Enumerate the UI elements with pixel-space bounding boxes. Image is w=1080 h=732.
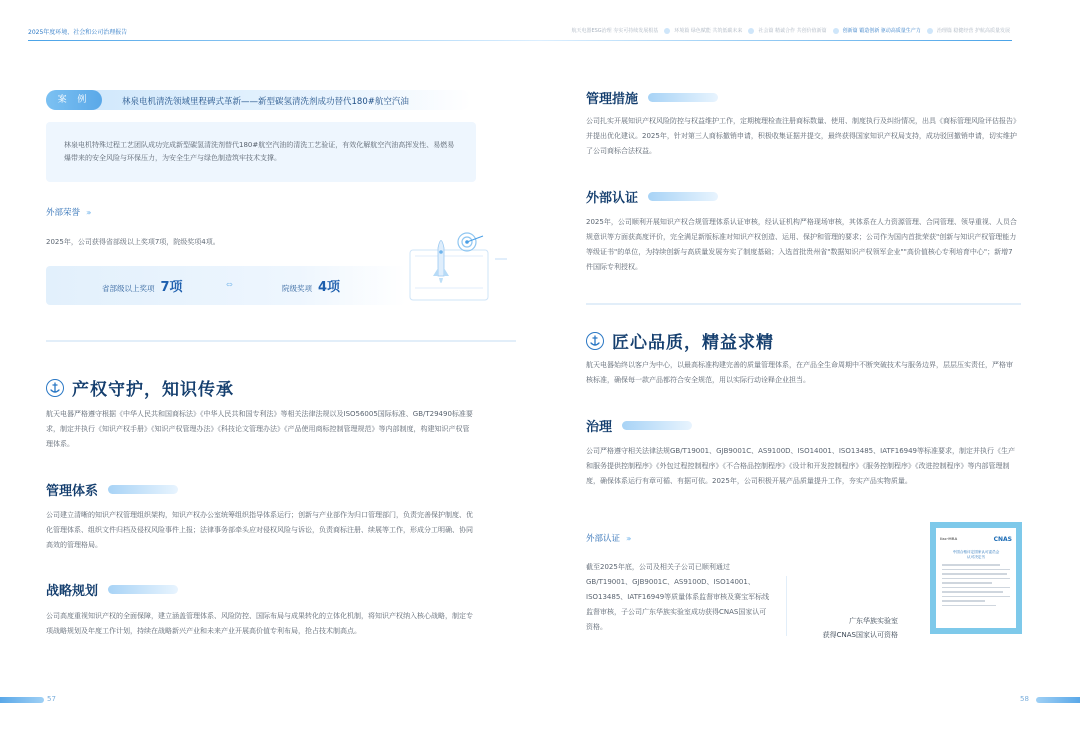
cert-text: 2025年，公司顺利开展知识产权合规管理体系认证审核，经认证机构严格现场审核，其体系在人力资源管理、合同管理、领导重视、人员合规意识等方面获高度评价，完全满足新版标准对知识产权创造、运用、保护和管理的要求；公司作为国内首批荣获"创新与知识产权管理能力等级证书"的单位，为持续创新与高质量发展夯实了制度基础；入选首批贵州省"数据知识产权领军企业""高价值核心专利培育中心"；新增7件国际专利授权。 — [586, 218, 1017, 271]
case-body: 林泉电机特殊过程工艺团队成功完成新型碳氢清洗剂替代180#航空汽油的清洗工艺验证，有效化解航空汽油高挥发性、易燃易爆带来的安全风险与环保压力，为安全生产与绿色制造筑牢技术支撑。 — [46, 122, 476, 182]
heading-accent-bar — [648, 192, 718, 201]
institute-award-value: 4项 — [318, 280, 341, 295]
system-text: 公司建立清晰的知识产权管理组织架构，知识产权办公室统筹组织指导体系运行；创新与产业部作为归口管理部门，负责完善保护制度、优化管理体系、组织文件归档及侵权风险事件上报；法律事务部牵头应对侵权风险与诉讼，负责商标注册、续展等工作，形成分工明确、协同高效的管理格局。 — [46, 511, 473, 549]
ilac-logo: ilac-MRA — [940, 537, 958, 541]
heading-accent-bar — [108, 485, 178, 494]
institute-award — [282, 276, 340, 295]
case-title-bar — [46, 90, 471, 110]
case-title: 林泉电机清洗领域里程碑式革新——新型碳氢清洗剂成功替代180#航空汽油 — [122, 97, 409, 107]
governance-heading-text: 治理 — [586, 420, 613, 435]
anchor-badge-icon — [46, 379, 64, 397]
certificate-paper — [936, 528, 1016, 628]
cnas-logo: CNAS — [993, 535, 1012, 543]
strategy-heading-text: 战略规划 — [46, 584, 99, 599]
measures-heading — [586, 88, 718, 107]
nav-item-governance[interactable]: 治理篇 稳健经营 护航高质量发展 — [927, 27, 1010, 34]
certificate-logos — [940, 532, 1012, 546]
system-heading-text: 管理体系 — [46, 484, 99, 499]
section-divider — [586, 303, 1021, 305]
measures-heading-text: 管理措施 — [586, 92, 639, 107]
certificate-title-line1: 中国合格评定国家认可委员会 — [952, 550, 1000, 554]
certificate-text-lines — [940, 564, 1012, 606]
section-divider — [46, 340, 516, 342]
ip-heading-text: 产权守护，知识传承 — [72, 380, 234, 400]
quality-heading-text: 匠心品质，精益求精 — [612, 333, 774, 353]
report-title: 2025年度环境、社会和公司治理报告 — [28, 29, 128, 36]
measures-text: 公司扎实开展知识产权风险防控与权益维护工作，定期梳理检查注册商标数量、使用、制度执行及纠纷情况，出具《商标管理风险评估报告》并提出优化建议。2025年，针对第三人商标撤销申请，积极收集证据并提交，最终获得国家知识产权局支持，成功驳回撤销申请，切实维护了公司商标合法权益。 — [586, 117, 1017, 155]
governance-heading — [586, 416, 692, 435]
ext-cert-heading-text: 外部认证 — [586, 534, 621, 544]
governance-text: 公司严格遵守相关法律法规GB/T19001、GJB9001C、AS9100D、ISO14001、ISO13485、IATF16949等标准要求，制定并执行《生产和服务提供控制程序》《外包过程控制程序》《不合格品控制程序》《设计和开发控制程序》《服务控制程序》《改进控制程序》等内部管理制度，确保体系运行有章可循、有据可依。2025年，公司积极开展产品质量提升工作，夯实产品实物质量。 — [586, 447, 1016, 485]
institute-award-label: 院级奖项 — [282, 284, 312, 293]
cnas-certificate-image — [930, 522, 1022, 634]
provincial-award-value: 7项 — [160, 280, 183, 295]
system-heading — [46, 480, 178, 499]
strategy-heading — [46, 580, 178, 599]
nav-item-esg[interactable]: 航天电器ESG治理 夯实可持续发展根基 — [571, 28, 659, 34]
provincial-award-label: 省部级以上奖项 — [102, 284, 155, 293]
honors-heading — [46, 206, 90, 218]
ip-intro: 航天电器严格遵守根据《中华人民共和国商标法》《中华人民共和国专利法》等相关法律法规以及ISO56005国际标准、GB/T29490标准要求，制定并执行《知识产权手册》《知识产权管理办法》《科技论文管理办法》《产品使用商标控制管理规范》等内部制度，构建知识产权管理体系。 — [46, 410, 473, 448]
cert-caption-line2: 获得CNAS国家认可资格 — [822, 631, 898, 639]
provincial-award — [102, 276, 183, 295]
quality-intro: 航天电器始终以客户为中心，以最高标准构建完善的质量管理体系，在产品全生命周期中不断突破技术与服务边界，层层压实责任，严格审核标准，确保每一款产品都符合安全规范，用以实际行动诠释企业担当。 — [586, 361, 1013, 384]
cert-heading — [586, 187, 718, 206]
certificate-title — [940, 550, 1012, 560]
cert-caption-line1: 广东华族实验室 — [849, 617, 898, 625]
anchor-badge-icon — [586, 332, 604, 350]
double-chevron-right-icon: ››› — [86, 207, 90, 217]
ext-cert-text: 截至2025年底，公司及相关子公司已顺利通过GB/T19001、GJB9001C、AS9100D、ISO14001、ISO13485、IATF16949等质量体系监督审核及赛宝军标线监督审核，子公司广东华族实验室成功获得CNAS国家认可资格。 — [586, 563, 770, 631]
nav-item-environment[interactable]: 环境篇 绿色赋能 共筑低碳未来 — [664, 27, 742, 34]
cert-heading-text: 外部认证 — [586, 191, 639, 206]
vertical-divider — [786, 576, 787, 636]
heading-accent-bar — [622, 421, 692, 430]
nav-item-social[interactable]: 社会篇 精诚合作 共创价值新篇 — [748, 27, 826, 34]
page-number-bar — [0, 697, 44, 703]
page-number: 58 — [1020, 695, 1029, 703]
header-divider — [28, 40, 540, 41]
nav-item-innovation[interactable]: 创新篇 锻造创新 驱动高质量生产力 — [833, 27, 921, 34]
page-number: 57 — [47, 695, 56, 703]
case-label: 案 例 — [46, 90, 102, 110]
quality-section-heading — [586, 328, 774, 353]
double-arrow-icon: ⇔ — [226, 280, 233, 289]
honors-heading-text: 外部荣誉 — [46, 208, 81, 218]
ext-cert-heading — [586, 532, 630, 544]
rocket-target-illustration — [405, 228, 515, 303]
double-chevron-right-icon: ››› — [626, 533, 630, 543]
certificate-title-line2: 认可决定书 — [967, 555, 985, 559]
ip-section-heading — [46, 375, 234, 400]
honors-text: 2025年，公司获得省部级以上奖项7项，院级奖项4项。 — [46, 238, 220, 246]
page-number-bar — [1036, 697, 1080, 703]
heading-accent-bar — [648, 93, 718, 102]
strategy-text: 公司高度重视知识产权的全面保障，建立涵盖管理体系、风险防控、国际布局与成果转化的立体化机制，将知识产权纳入核心战略，制定专项战略规划及年度工作计划，持续在战略新兴产业和未来产业开展高价值专利布局，抢占技术制高点。 — [46, 612, 473, 635]
awards-bar — [46, 266, 406, 305]
heading-accent-bar — [108, 585, 178, 594]
cert-caption — [808, 614, 898, 642]
